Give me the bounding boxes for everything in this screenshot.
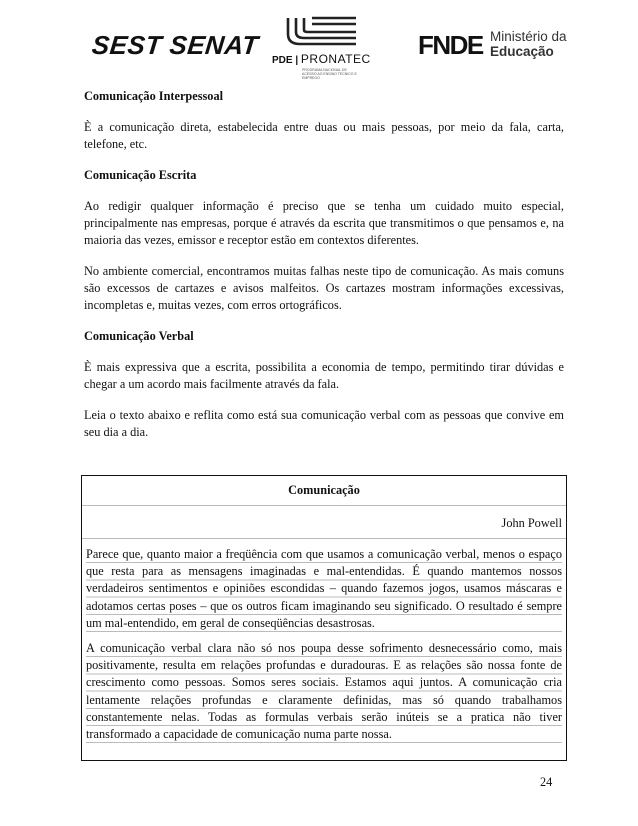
mec-line-1: Ministério da — [490, 29, 567, 44]
quote-paragraph-2: A comunicação verbal clara não só nos poupa desse sofrimento desnecessário como, mais positivamente, resulta em relações profundas e duradouras. E as relações são nossa fonte de crescimento como pessoas. Somos seres sociais. Estamos aqui juntos. A comunicação cria lentamente relações profundas e claramente definidas, mas só quando trabalhamos constantemente nelas. Todas as formulas verbais serão inúteis se a pratica não tiver transformado a capacidade de comunicação numa parte nossa. — [86, 640, 562, 743]
sest-senat-logo: SEST SENAT — [90, 30, 260, 60]
pronatec-subtitle: PROGRAMA NACIONAL DE ACESSO AO ENSINO TÉCNICO E EMPREGO — [302, 68, 357, 80]
pde-label: PDE — [272, 55, 293, 66]
section-heading-verbal: Comunicação Verbal — [84, 329, 194, 343]
pde-pronatec-wordmark: PDE | PRONATEC — [272, 52, 371, 66]
paragraph-verbal-1: È mais expressiva que a escrita, possibilita a economia de tempo, permitindo tirar dúvidas e chegar a um acordo mais facilmente através da fala. — [84, 360, 564, 391]
ministerio-educacao-logo — [490, 29, 567, 59]
page-header — [0, 0, 638, 80]
quote-body — [86, 546, 562, 743]
document-body — [84, 88, 564, 441]
fnde-logo: FNDE — [418, 30, 483, 60]
paragraph-escrita-2: No ambiente comercial, encontramos muitas falhas neste tipo de comunicação. As mais comuns são excessos de cartazes e avisos malfeitos. Os cartazes mostram informações excessivas, incompletas e, muitas vezes, com erros ortográficos. — [84, 264, 564, 312]
quote-box — [81, 475, 567, 761]
paragraph-verbal-2: Leia o texto abaixo e reflita como está sua comunicação verbal com as pessoas que convive em seu dia a dia. — [84, 408, 564, 439]
pde-pronatec-logo — [272, 14, 374, 80]
paragraph-escrita-1: Ao redigir qualquer informação é preciso que se tenha um cuidado muito especial, principalmente nas empresas, porque é através da escrita que transmitimos o que pensamos e, na maioria das vezes, emissor e receptor estão em contextos diferentes. — [84, 199, 564, 247]
paragraph-interpessoal: È a comunicação direta, estabelecida entre duas ou mais pessoas, por meio da fala, carta, telefone, etc. — [84, 120, 564, 151]
pronatec-label: PRONATEC — [300, 52, 371, 66]
quote-author: John Powell — [82, 506, 566, 539]
mec-line-2: Educação — [490, 44, 554, 59]
section-heading-escrita: Comunicação Escrita — [84, 168, 197, 182]
section-heading-interpessoal: Comunicação Interpessoal — [84, 89, 224, 103]
quote-title: Comunicação — [82, 476, 566, 506]
quote-paragraph-1: Parece que, quanto maior a freqüência com que usamos a comunicação verbal, menos o espaço que resta para as mensagens imaginadas e mal-entendidas. É quando mantemos nossos verdadeiros sentimentos e opiniões escondidas – quando fazemos jogos, usamos máscaras e adotamos certas poses – que os outros ficam imaginando seu significado. O resultado é sempre um mal-entendido, em geral de conseqüências desastrosas. — [86, 546, 562, 632]
page-number: 24 — [540, 775, 553, 789]
pronatec-emblem-icon — [282, 14, 362, 50]
